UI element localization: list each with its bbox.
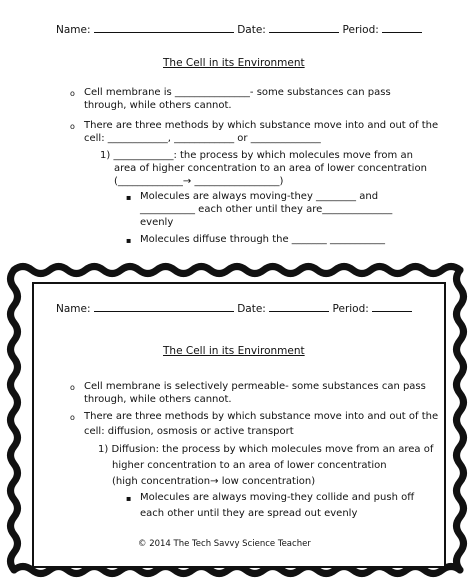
top-header-line (56, 22, 422, 36)
bottom-item1-line2: higher concentration to an area of lower concentration (112, 460, 387, 471)
bottom-item1-line1: 1) Diffusion: the process by which molecules move from an area of (98, 444, 434, 455)
bottom-header-line (56, 301, 412, 315)
top-name-blank (94, 22, 234, 33)
bottom-date-blank (269, 301, 329, 312)
bottom-name-blank (94, 301, 234, 312)
top-item1-line3: (_____________→ _________________) (114, 176, 284, 187)
top-bullet1-line1: Cell membrane is _______________- some substances can pass (84, 87, 391, 98)
top-item1-line2: area of higher concentration to an area of lower concentration (114, 163, 427, 174)
top-bullet2-line1: There are three methods by which substance move into and out of the (84, 120, 439, 131)
scallop-edge (457, 270, 464, 570)
top-period-label: Period: (342, 24, 379, 36)
top-sub2-marker: ▪ (126, 236, 132, 245)
top-bullet2-line2: cell: ____________, ____________ or ______________ (84, 133, 321, 144)
bottom-item1-line3: (high concentration→ low concentration) (112, 476, 316, 487)
top-name-label: Name: (56, 24, 91, 36)
bottom-sub1-line2: each other until they are spread out evenly (140, 508, 358, 519)
bottom-sub1-marker: ▪ (126, 494, 132, 503)
bottom-period-blank (372, 301, 412, 312)
top-sub2-line1: Molecules diffuse through the _______ ___________ (140, 234, 385, 245)
bottom-title: The Cell in its Environment (163, 345, 305, 357)
bottom-bullet1-marker: o (70, 383, 75, 392)
top-period-blank (382, 22, 422, 33)
bottom-bullet1-line1: Cell membrane is selectively permeable- some substances can pass (84, 381, 426, 392)
top-sub1-line3: evenly (140, 217, 174, 228)
top-date-label: Date: (237, 24, 266, 36)
top-sub1-marker: ▪ (126, 193, 132, 202)
bottom-bullet2-marker: o (70, 413, 75, 422)
copyright-notice: © 2014 The Tech Savvy Science Teacher (138, 539, 311, 549)
scallop-edge (11, 270, 18, 570)
top-sub1-line2: ___________ each other until they are______________ (140, 204, 393, 215)
bottom-date-label: Date: (237, 303, 266, 315)
top-title: The Cell in its Environment (163, 57, 305, 69)
bottom-sub1-line1: Molecules are always moving-they collide and push off (140, 492, 415, 503)
bottom-name-label: Name: (56, 303, 91, 315)
bottom-bullet1-line2: through, while others cannot. (84, 394, 232, 405)
top-date-blank (269, 22, 339, 33)
top-bullet1-line2: through, while others cannot. (84, 100, 232, 111)
scallop-edge (14, 267, 460, 274)
bottom-period-label: Period: (332, 303, 369, 315)
bottom-bullet2-line2: cell: diffusion, osmosis or active transport (84, 426, 294, 437)
top-bullet2-marker: o (70, 122, 75, 131)
top-sub1-line1: Molecules are always moving-they ________ and (140, 191, 379, 202)
bottom-bullet2-line1: There are three methods by which substance move into and out of the (84, 411, 439, 422)
top-bullet1-marker: o (70, 89, 75, 98)
top-item1-line1: 1) ____________: the process by which molecules move from an (100, 150, 413, 161)
